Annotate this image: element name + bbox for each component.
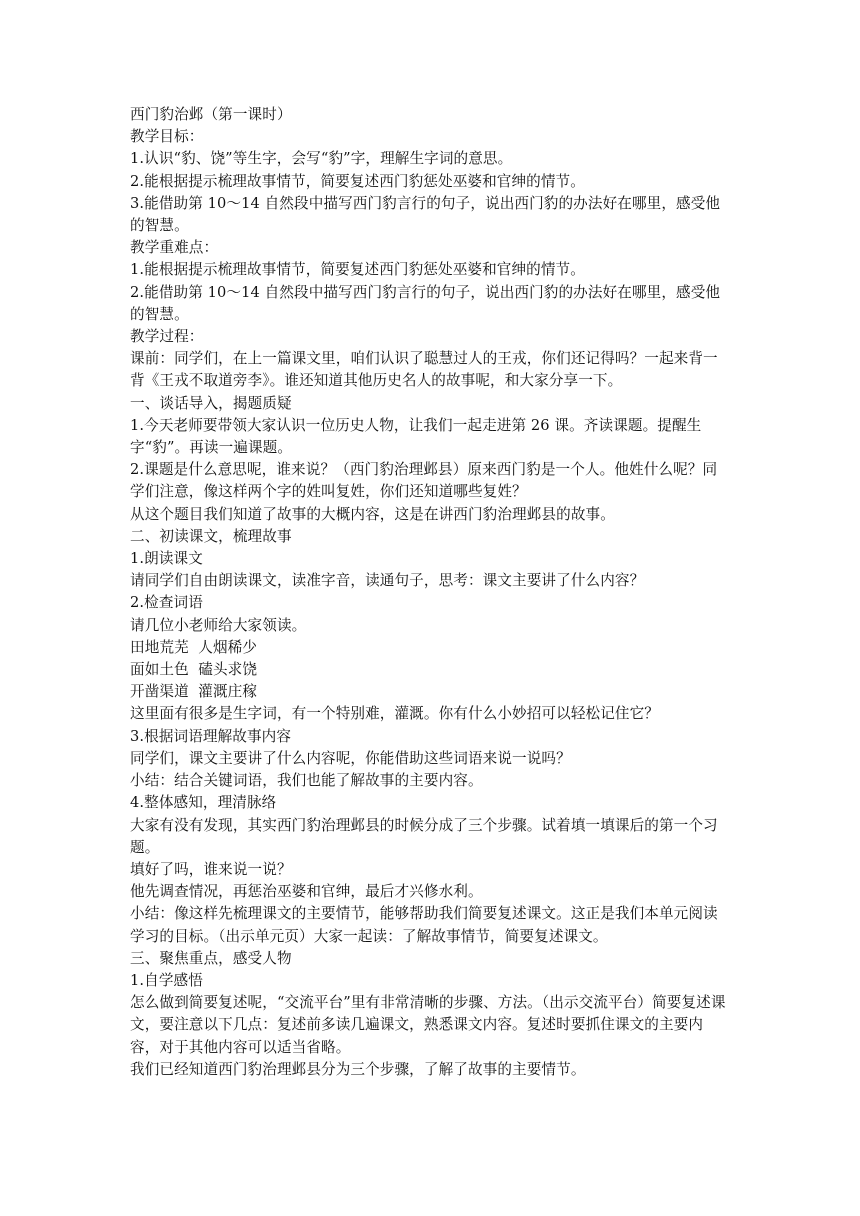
paragraph: 2.能根据提示梳理故事情节，简要复述西门豹惩处巫婆和官绅的情节。 — [130, 172, 585, 190]
document-title: 西门豹治邺（第一课时） — [130, 106, 292, 123]
paragraph: 从这个题目我们知道了故事的大概内容，这是在讲西门豹治理邺县的故事。 — [130, 505, 615, 523]
paragraph: 小结：像这样先梳理课文的主要情节，能够帮助我们简要复述课文。这正是我们本单元阅读学习的目标。（出示单元页）大家一起读：了解故事情节，简要复述课文。 — [130, 905, 718, 945]
section-heading: 教学目标： — [130, 128, 204, 146]
paragraph: 这里面有很多是生字词，有一个特别难，灌溉。你有什么小妙招可以轻松记住它？ — [130, 705, 659, 723]
paragraph: 请几位小老师给大家领读。 — [130, 616, 307, 634]
paragraph: 我们已经知道西门豹治理邺县分为三个步骤，了解了故事的主要情节。 — [130, 1060, 586, 1078]
paragraph: 1.能根据提示梳理故事情节，简要复述西门豹惩处巫婆和官绅的情节。 — [130, 261, 585, 279]
paragraph: 2.课题是什么意思呢，谁来说？（西门豹治理邺县）原来西门豹是一个人。他姓什么呢？同学们注意，像这样两个字的姓叫复姓，你们还知道哪些复姓？ — [130, 461, 718, 501]
paragraph: 同学们，课文主要讲了什么内容呢，你能借助这些词语来说一说吗？ — [130, 749, 571, 767]
paragraph: 大家有没有发现，其实西门豹治理邺县的时候分成了三个步骤。试着填一填课后的第一个习题。 — [130, 816, 718, 856]
document-page — [130, 104, 730, 1081]
paragraph: 2.能借助第 10～14 自然段中描写西门豹言行的句子，说出西门豹的办法好在哪里，感受他的智慧。 — [130, 283, 721, 323]
paragraph: 小结：结合关键词语，我们也能了解故事的主要内容。 — [130, 772, 483, 790]
section-heading: 教学重难点： — [130, 239, 219, 257]
paragraph: 怎么做到简要复述呢，“交流平台”里有非常清晰的步骤、方法。（出示交流平台）简要复述课文，要注意以下几点：复述前多读几遍课文，熟悉课文内容。复述时要抓住课文的主要内容，对于其他内容可以适当省略。 — [130, 994, 726, 1056]
section-heading: 二、初读课文，梳理故事 — [130, 527, 292, 545]
subheading: 1.朗读课文 — [130, 550, 203, 568]
subheading: 1.自学感悟 — [130, 971, 203, 989]
subheading: 4.整体感知，理清脉络 — [130, 794, 277, 812]
vocabulary-line: 开凿渠道 灌溉庄稼 — [130, 683, 258, 701]
paragraph: 1.认识“豹、饶”等生字，会写“豹”字，理解生字词的意思。 — [130, 150, 513, 168]
paragraph: 填好了吗，谁来说一说？ — [130, 860, 292, 878]
paragraph: 请同学们自由朗读课文，读准字音，读通句子，思考：课文主要讲了什么内容？ — [130, 572, 645, 590]
section-heading: 一、谈话导入，揭题质疑 — [130, 394, 292, 412]
section-heading: 三、聚焦重点，感受人物 — [130, 949, 292, 967]
vocabulary-line: 面如土色 磕头求饶 — [130, 661, 258, 679]
paragraph: 他先调查情况，再惩治巫婆和官绅，最后才兴修水利。 — [130, 883, 483, 901]
subheading: 2.检查词语 — [130, 594, 203, 612]
vocabulary-line: 田地荒芜 人烟稀少 — [130, 638, 258, 656]
paragraph: 3.能借助第 10～14 自然段中描写西门豹言行的句子，说出西门豹的办法好在哪里，感受他的智慧。 — [130, 194, 721, 235]
paragraph: 1.今天老师要带领大家认识一位历史人物，让我们一起走进第 26 课。齐读课题。提醒生字“豹”。再读一遍课题。 — [130, 416, 702, 457]
section-heading: 教学过程： — [130, 328, 204, 346]
paragraph: 课前：同学们，在上一篇课文里，咱们认识了聪慧过人的王戎，你们还记得吗？一起来背一背《王戎不取道旁李》。谁还知道其他历史名人的故事呢，和大家分享一下。 — [130, 350, 718, 390]
subheading: 3.根据词语理解故事内容 — [130, 727, 292, 745]
